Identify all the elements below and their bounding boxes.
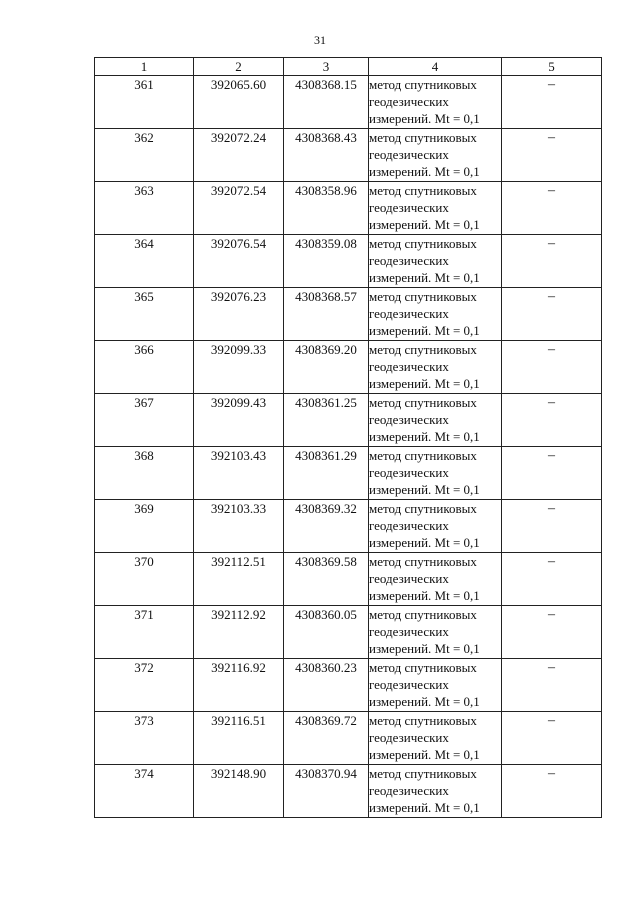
column-5-cell: – <box>502 606 602 659</box>
point-number-cell: 371 <box>95 606 194 659</box>
method-text-line: измерений. Mt = 0,1 <box>369 323 480 338</box>
method-text-line: измерений. Mt = 0,1 <box>369 800 480 815</box>
column-5-cell: – <box>502 712 602 765</box>
method-text-line: измерений. Mt = 0,1 <box>369 111 480 126</box>
header-col-1: 1 <box>95 58 194 76</box>
coordinate-y-cell: 4308358.96 <box>284 182 369 235</box>
column-5-cell: – <box>502 182 602 235</box>
method-text-line: метод спутниковых <box>369 554 477 569</box>
method-cell <box>369 182 502 235</box>
method-cell <box>369 235 502 288</box>
table-row <box>95 182 602 235</box>
method-text-line: метод спутниковых <box>369 289 477 304</box>
method-text-line: геодезических <box>369 412 449 427</box>
table-row <box>95 712 602 765</box>
method-text-line: метод спутниковых <box>369 342 477 357</box>
coordinate-x-cell: 392072.54 <box>194 182 284 235</box>
method-text-line: геодезических <box>369 783 449 798</box>
method-text-line: геодезических <box>369 571 449 586</box>
method-text-line: метод спутниковых <box>369 130 477 145</box>
coordinate-x-cell: 392065.60 <box>194 76 284 129</box>
method-text-line: метод спутниковых <box>369 501 477 516</box>
method-text-line: измерений. Mt = 0,1 <box>369 535 480 550</box>
coordinate-x-cell: 392112.51 <box>194 553 284 606</box>
coordinates-table <box>94 57 602 818</box>
coordinate-x-cell: 392103.43 <box>194 447 284 500</box>
method-text-line: измерений. Mt = 0,1 <box>369 270 480 285</box>
method-text-line: измерений. Mt = 0,1 <box>369 164 480 179</box>
coordinate-y-cell: 4308361.29 <box>284 447 369 500</box>
coordinate-y-cell: 4308368.43 <box>284 129 369 182</box>
method-text-line: геодезических <box>369 624 449 639</box>
method-text-line: геодезических <box>369 465 449 480</box>
coordinate-x-cell: 392116.51 <box>194 712 284 765</box>
table-body <box>95 76 602 818</box>
method-text-line: метод спутниковых <box>369 395 477 410</box>
page-number: 31 <box>314 33 326 47</box>
point-number-cell: 367 <box>95 394 194 447</box>
table-row <box>95 606 602 659</box>
coordinate-y-cell: 4308361.25 <box>284 394 369 447</box>
point-number-cell: 369 <box>95 500 194 553</box>
method-text-line: геодезических <box>369 306 449 321</box>
coordinate-y-cell: 4308369.32 <box>284 500 369 553</box>
column-5-cell: – <box>502 235 602 288</box>
method-text-line: измерений. Mt = 0,1 <box>369 217 480 232</box>
table-row <box>95 447 602 500</box>
point-number-cell: 373 <box>95 712 194 765</box>
table-row <box>95 235 602 288</box>
coordinate-x-cell: 392099.43 <box>194 394 284 447</box>
point-number-cell: 368 <box>95 447 194 500</box>
method-text-line: измерений. Mt = 0,1 <box>369 482 480 497</box>
point-number-cell: 374 <box>95 765 194 818</box>
method-cell <box>369 500 502 553</box>
method-text-line: геодезических <box>369 359 449 374</box>
method-text-line: метод спутниковых <box>369 607 477 622</box>
coordinate-x-cell: 392076.23 <box>194 288 284 341</box>
table-header <box>95 58 602 76</box>
method-cell <box>369 341 502 394</box>
header-row <box>95 58 602 76</box>
method-text-line: геодезических <box>369 147 449 162</box>
point-number-cell: 366 <box>95 341 194 394</box>
coordinate-y-cell: 4308360.05 <box>284 606 369 659</box>
method-cell <box>369 394 502 447</box>
column-5-cell: – <box>502 553 602 606</box>
point-number-cell: 364 <box>95 235 194 288</box>
coordinate-x-cell: 392112.92 <box>194 606 284 659</box>
method-text-line: геодезических <box>369 518 449 533</box>
column-5-cell: – <box>502 447 602 500</box>
table-row <box>95 500 602 553</box>
method-cell <box>369 659 502 712</box>
header-col-2: 2 <box>194 58 284 76</box>
method-text-line: метод спутниковых <box>369 660 477 675</box>
coordinate-y-cell: 4308368.57 <box>284 288 369 341</box>
table-row <box>95 659 602 712</box>
method-text-line: измерений. Mt = 0,1 <box>369 747 480 762</box>
column-5-cell: – <box>502 129 602 182</box>
coordinate-x-cell: 392116.92 <box>194 659 284 712</box>
table-row <box>95 765 602 818</box>
method-cell <box>369 129 502 182</box>
column-5-cell: – <box>502 765 602 818</box>
coordinate-x-cell: 392076.54 <box>194 235 284 288</box>
coordinate-y-cell: 4308359.08 <box>284 235 369 288</box>
method-text-line: метод спутниковых <box>369 236 477 251</box>
method-cell <box>369 553 502 606</box>
coordinate-x-cell: 392099.33 <box>194 341 284 394</box>
point-number-cell: 372 <box>95 659 194 712</box>
column-5-cell: – <box>502 76 602 129</box>
method-text-line: метод спутниковых <box>369 77 477 92</box>
table-row <box>95 394 602 447</box>
table-row <box>95 129 602 182</box>
method-text-line: метод спутниковых <box>369 713 477 728</box>
method-text-line: геодезических <box>369 200 449 215</box>
method-text-line: геодезических <box>369 730 449 745</box>
column-5-cell: – <box>502 288 602 341</box>
column-5-cell: – <box>502 659 602 712</box>
method-text-line: измерений. Mt = 0,1 <box>369 694 480 709</box>
header-col-4: 4 <box>369 58 502 76</box>
method-text-line: метод спутниковых <box>369 448 477 463</box>
method-text-line: геодезических <box>369 253 449 268</box>
method-text-line: метод спутниковых <box>369 766 477 781</box>
method-cell <box>369 606 502 659</box>
method-cell <box>369 765 502 818</box>
method-cell <box>369 288 502 341</box>
method-text-line: измерений. Mt = 0,1 <box>369 429 480 444</box>
point-number-cell: 361 <box>95 76 194 129</box>
method-text-line: геодезических <box>369 677 449 692</box>
method-cell <box>369 76 502 129</box>
coordinate-y-cell: 4308360.23 <box>284 659 369 712</box>
column-5-cell: – <box>502 341 602 394</box>
header-col-5: 5 <box>502 58 602 76</box>
method-cell <box>369 447 502 500</box>
point-number-cell: 363 <box>95 182 194 235</box>
header-col-3: 3 <box>284 58 369 76</box>
column-5-cell: – <box>502 500 602 553</box>
table-row <box>95 76 602 129</box>
point-number-cell: 370 <box>95 553 194 606</box>
table-row <box>95 341 602 394</box>
method-text-line: метод спутниковых <box>369 183 477 198</box>
coordinate-y-cell: 4308369.20 <box>284 341 369 394</box>
point-number-cell: 365 <box>95 288 194 341</box>
coordinate-x-cell: 392103.33 <box>194 500 284 553</box>
coordinate-y-cell: 4308369.72 <box>284 712 369 765</box>
method-cell <box>369 712 502 765</box>
coordinate-y-cell: 4308368.15 <box>284 76 369 129</box>
coordinate-y-cell: 4308370.94 <box>284 765 369 818</box>
coordinate-y-cell: 4308369.58 <box>284 553 369 606</box>
method-text-line: измерений. Mt = 0,1 <box>369 376 480 391</box>
method-text-line: геодезических <box>369 94 449 109</box>
table-row <box>95 553 602 606</box>
method-text-line: измерений. Mt = 0,1 <box>369 641 480 656</box>
coordinate-x-cell: 392148.90 <box>194 765 284 818</box>
table-row <box>95 288 602 341</box>
coordinate-x-cell: 392072.24 <box>194 129 284 182</box>
point-number-cell: 362 <box>95 129 194 182</box>
method-text-line: измерений. Mt = 0,1 <box>369 588 480 603</box>
column-5-cell: – <box>502 394 602 447</box>
